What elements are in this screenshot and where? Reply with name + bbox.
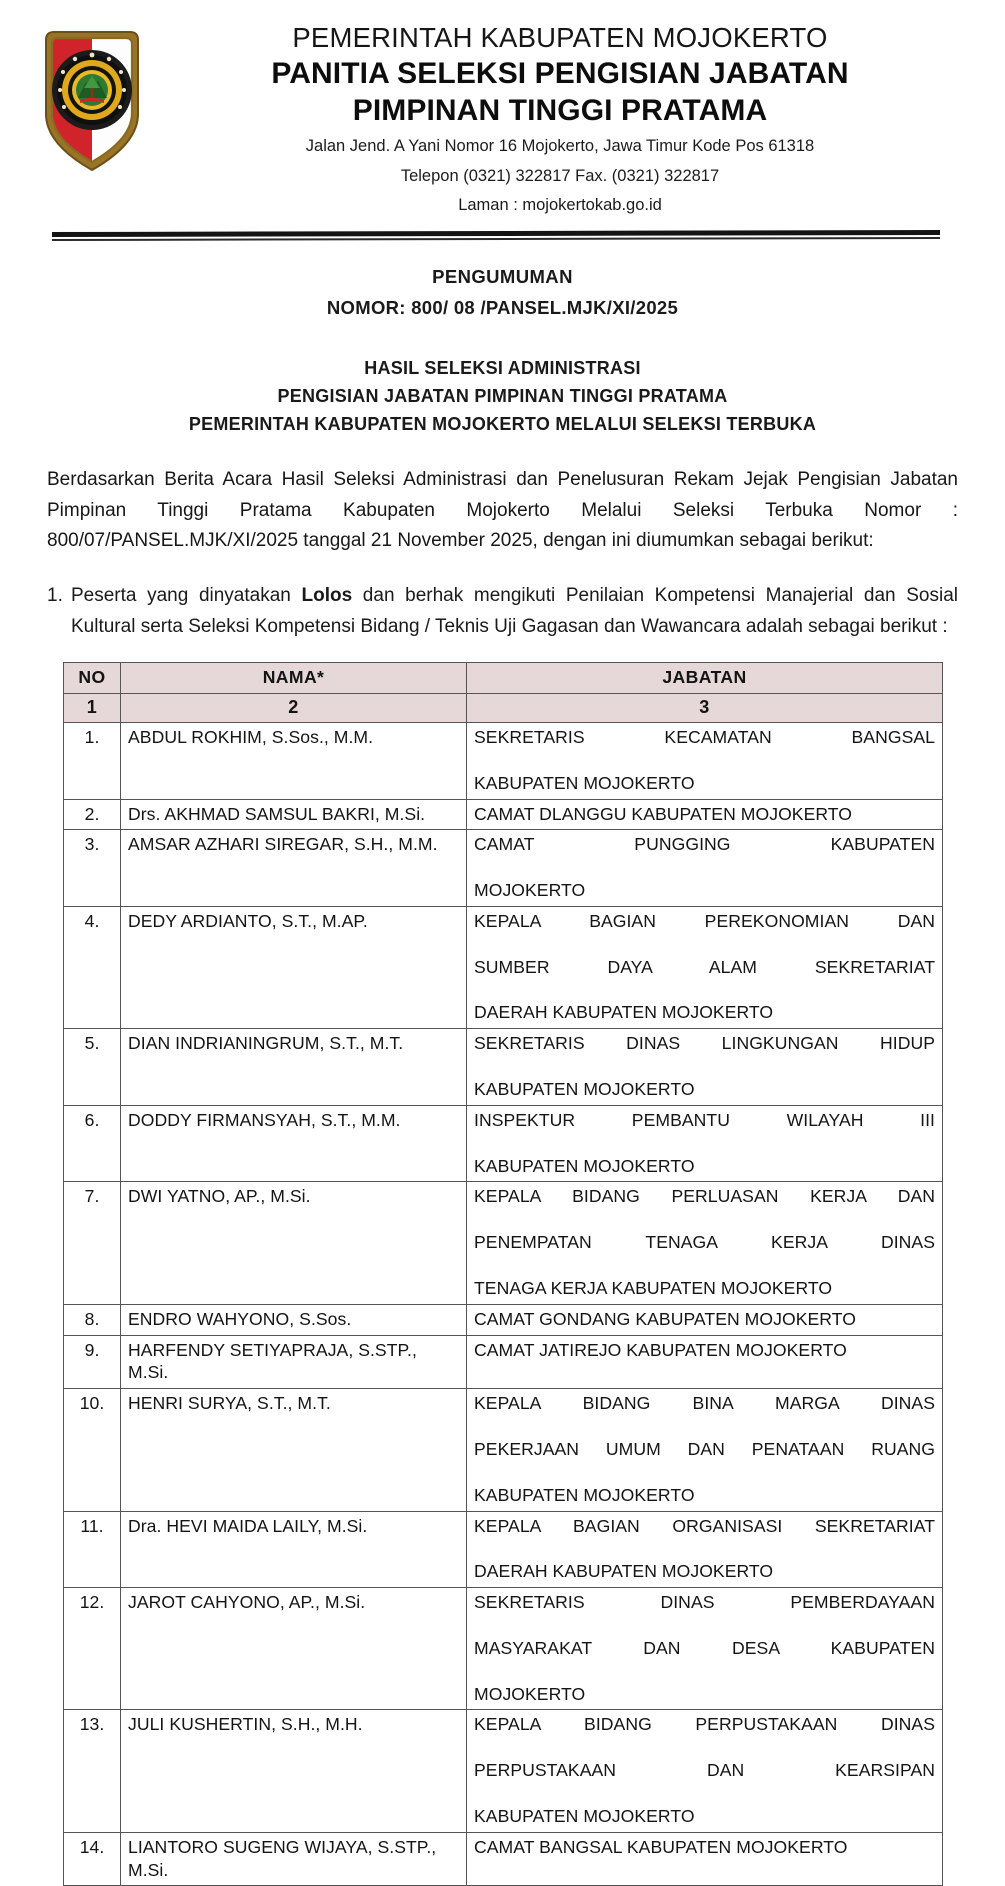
cell-no: 13.: [64, 1710, 121, 1832]
table-row: [64, 1389, 943, 1511]
table-row: [64, 1511, 943, 1588]
cell-jabatan: [467, 722, 943, 799]
divider-thin-line: [52, 237, 940, 241]
cell-jabatan-line: SEKRETARIS KECAMATAN BANGSAL: [474, 726, 935, 747]
cell-jabatan: [467, 906, 943, 1028]
page-title: PENGUMUMAN: [432, 265, 573, 287]
cell-no: 9.: [64, 1335, 121, 1389]
cell-nama: DIAN INDRIANINGRUM, S.T., M.T.: [121, 1029, 467, 1106]
cell-no: 3.: [64, 830, 121, 907]
cell-jabatan-line: CAMAT PUNGGING KABUPATEN: [474, 834, 935, 855]
cell-no: 5.: [64, 1029, 121, 1106]
list-item-emphasis-lolos: Lolos: [301, 585, 353, 607]
subject-line-1: HASIL SELEKSI ADMINISTRASI: [364, 358, 641, 379]
cell-jabatan-line: CAMAT DLANGGU KABUPATEN MOJOKERTO: [474, 803, 853, 824]
cell-jabatan: [467, 1832, 943, 1886]
cell-jabatan-line: MOJOKERTO: [474, 880, 586, 901]
cell-no: 1.: [64, 722, 121, 799]
table-row: [64, 1182, 943, 1304]
announcement-title-block: [0, 263, 1005, 323]
subject-line-2: PENGISIAN JABATAN PIMPINAN TINGGI PRATAMA: [277, 386, 728, 407]
letterhead-address-line-3: Laman : mojokertokab.go.id: [458, 196, 662, 215]
cell-no: 7.: [64, 1182, 121, 1304]
list-item-text-before-bold: Peserta yang dinyatakan: [71, 585, 302, 607]
cell-nama: Drs. AKHMAD SAMSUL BAKRI, M.Si.: [121, 799, 467, 830]
cell-no: 4.: [64, 906, 121, 1028]
cell-jabatan-line: DAERAH KABUPATEN MOJOKERTO: [474, 1561, 774, 1582]
cell-jabatan: [467, 1511, 943, 1588]
list-item-text-after-bold: dan berhak mengikuti Penilaian Kompetensi Manajerial dan Sosial Kultural serta Seleksi Kompetensi Bidang / Teknis Uji Gagasan dan Wawancara adalah sebagai berikut :: [71, 585, 958, 637]
cell-nama: LIANTORO SUGENG WIJAYA, S.STP., M.Si.: [121, 1832, 467, 1886]
cell-jabatan: [467, 830, 943, 907]
cell-jabatan-line: CAMAT JATIREJO KABUPATEN MOJOKERTO: [474, 1339, 847, 1360]
cell-jabatan-line: KEPALA BIDANG BINA MARGA DINAS: [474, 1393, 935, 1414]
letterhead-line-2: PANITIA SELEKSI PENGISIAN JABATAN: [271, 57, 849, 91]
column-number-1: 1: [64, 693, 121, 722]
cell-no: 2.: [64, 799, 121, 830]
table-row: [64, 1710, 943, 1832]
table-row: [64, 1335, 943, 1389]
table-row: [64, 1105, 943, 1182]
table-body: [64, 722, 943, 1886]
table-row: [64, 830, 943, 907]
shield-emblem-icon: [38, 26, 146, 176]
column-header-no: NO: [64, 662, 121, 693]
cell-jabatan-line: KABUPATEN MOJOKERTO: [474, 1805, 695, 1826]
cell-jabatan-line: KEPALA BAGIAN PEREKONOMIAN DAN: [474, 910, 935, 931]
subject-line-3: PEMERINTAH KABUPATEN MOJOKERTO MELALUI SELEKSI TERBUKA: [188, 413, 817, 434]
cell-nama: ENDRO WAHYONO, S.Sos.: [121, 1304, 467, 1335]
cell-jabatan-line: SUMBER DAYA ALAM SEKRETARIAT: [474, 956, 935, 977]
results-table-wrapper: [63, 662, 942, 1886]
cell-jabatan-line: TENAGA KERJA KABUPATEN MOJOKERTO: [474, 1277, 833, 1298]
cell-no: 11.: [64, 1511, 121, 1588]
column-header-nama: NAMA*: [121, 662, 467, 693]
cell-jabatan: [467, 1182, 943, 1304]
cell-no: 6.: [64, 1105, 121, 1182]
cell-nama: HENRI SURYA, S.T., M.T.: [121, 1389, 467, 1511]
cell-jabatan-line: KEPALA BAGIAN ORGANISASI SEKRETARIAT: [474, 1515, 935, 1536]
cell-jabatan: [467, 1710, 943, 1832]
cell-jabatan-line: KEPALA BIDANG PERLUASAN KERJA DAN: [474, 1186, 935, 1207]
cell-nama: DWI YATNO, AP., M.Si.: [121, 1182, 467, 1304]
cell-jabatan-line: KABUPATEN MOJOKERTO: [474, 772, 695, 793]
cell-no: 8.: [64, 1304, 121, 1335]
table-row: [64, 906, 943, 1028]
cell-nama: AMSAR AZHARI SIREGAR, S.H., M.M.: [121, 830, 467, 907]
cell-jabatan-line: MOJOKERTO: [474, 1683, 586, 1704]
divider-thick-line: [52, 230, 940, 237]
column-header-jabatan: JABATAN: [467, 662, 943, 693]
cell-jabatan-line: KABUPATEN MOJOKERTO: [474, 1155, 695, 1176]
cell-nama: DODDY FIRMANSYAH, S.T., M.M.: [121, 1105, 467, 1182]
table-row: [64, 1029, 943, 1106]
table-header-row: [64, 662, 943, 693]
cell-no: 14.: [64, 1832, 121, 1886]
cell-jabatan-line: PERPUSTAKAAN DAN KEARSIPAN: [474, 1760, 935, 1781]
column-number-2: 2: [121, 693, 467, 722]
cell-nama: DEDY ARDIANTO, S.T., M.AP.: [121, 906, 467, 1028]
table-row: [64, 799, 943, 830]
table-row: [64, 722, 943, 799]
letterhead-line-1: PEMERINTAH KABUPATEN MOJOKERTO: [292, 22, 828, 53]
numbered-list: [47, 581, 958, 643]
list-item-marker: 1.: [47, 585, 63, 607]
cell-jabatan-line: INSPEKTUR PEMBANTU WILAYAH III: [474, 1109, 935, 1130]
results-table: [63, 662, 943, 1886]
cell-nama: JAROT CAHYONO, AP., M.Si.: [121, 1588, 467, 1710]
cell-jabatan-line: SEKRETARIS DINAS LINGKUNGAN HIDUP: [474, 1033, 935, 1054]
kabupaten-mojokerto-logo: [38, 26, 146, 176]
cell-jabatan-line: DAERAH KABUPATEN MOJOKERTO: [474, 1002, 774, 1023]
cell-jabatan: [467, 799, 943, 830]
column-number-3: 3: [467, 693, 943, 722]
cell-nama: HARFENDY SETIYAPRAJA, S.STP., M.Si.: [121, 1335, 467, 1389]
cell-jabatan-line: CAMAT GONDANG KABUPATEN MOJOKERTO: [474, 1308, 856, 1329]
cell-jabatan: [467, 1389, 943, 1511]
letterhead-line-3: PIMPINAN TINGGI PRATAMA: [352, 94, 768, 128]
announcement-number: NOMOR: 800/ 08 /PANSEL.MJK/XI/2025: [326, 297, 679, 319]
letterhead-address-line-2: Telepon (0321) 322817 Fax. (0321) 322817: [400, 166, 720, 185]
cell-jabatan-line: SEKRETARIS DINAS PEMBERDAYAAN: [474, 1592, 935, 1613]
cell-nama: ABDUL ROKHIM, S.Sos., M.M.: [121, 722, 467, 799]
cell-no: 10.: [64, 1389, 121, 1511]
intro-paragraph: Berdasarkan Berita Acara Hasil Seleksi Administrasi dan Penelusuran Rekam Jejak Pengisian Jabatan Pimpinan Tinggi Pratama Kabupaten Mojokerto Melalui Seleksi Terbuka Nomor : 800/07/PANSEL.MJK/XI/2025 tanggal 21 November 2025, dengan ini diumumkan sebagai berikut:: [47, 468, 958, 552]
table-row: [64, 1304, 943, 1335]
cell-jabatan-line: PENEMPATAN TENAGA KERJA DINAS: [474, 1232, 935, 1253]
letterhead-divider: [0, 227, 1005, 243]
table-row: [64, 1832, 943, 1886]
cell-jabatan: [467, 1105, 943, 1182]
letterhead-address-line-1: Jalan Jend. A Yani Nomor 16 Mojokerto, Jawa Timur Kode Pos 61318: [305, 137, 815, 156]
cell-nama: JULI KUSHERTIN, S.H., M.H.: [121, 1710, 467, 1832]
table-column-number-row: [64, 693, 943, 722]
table-row: [64, 1588, 943, 1710]
cell-jabatan: [467, 1029, 943, 1106]
list-item-text: [71, 581, 958, 643]
list-item: [47, 581, 958, 643]
cell-jabatan-line: PEKERJAAN UMUM DAN PENATAAN RUANG: [474, 1439, 935, 1460]
cell-jabatan-line: KABUPATEN MOJOKERTO: [474, 1484, 695, 1505]
cell-jabatan-line: KABUPATEN MOJOKERTO: [474, 1078, 695, 1099]
table-head: [64, 662, 943, 722]
cell-jabatan-line: CAMAT BANGSAL KABUPATEN MOJOKERTO: [474, 1836, 848, 1857]
announcement-subject-block: [0, 355, 1005, 439]
cell-nama: Dra. HEVI MAIDA LAILY, M.Si.: [121, 1511, 467, 1588]
cell-jabatan: [467, 1335, 943, 1389]
letterhead: [0, 0, 1005, 218]
cell-jabatan-line: MASYARAKAT DAN DESA KABUPATEN: [474, 1637, 935, 1658]
cell-jabatan: [467, 1304, 943, 1335]
cell-no: 12.: [64, 1588, 121, 1710]
cell-jabatan: [467, 1588, 943, 1710]
cell-jabatan-line: KEPALA BIDANG PERPUSTAKAAN DINAS: [474, 1714, 935, 1735]
